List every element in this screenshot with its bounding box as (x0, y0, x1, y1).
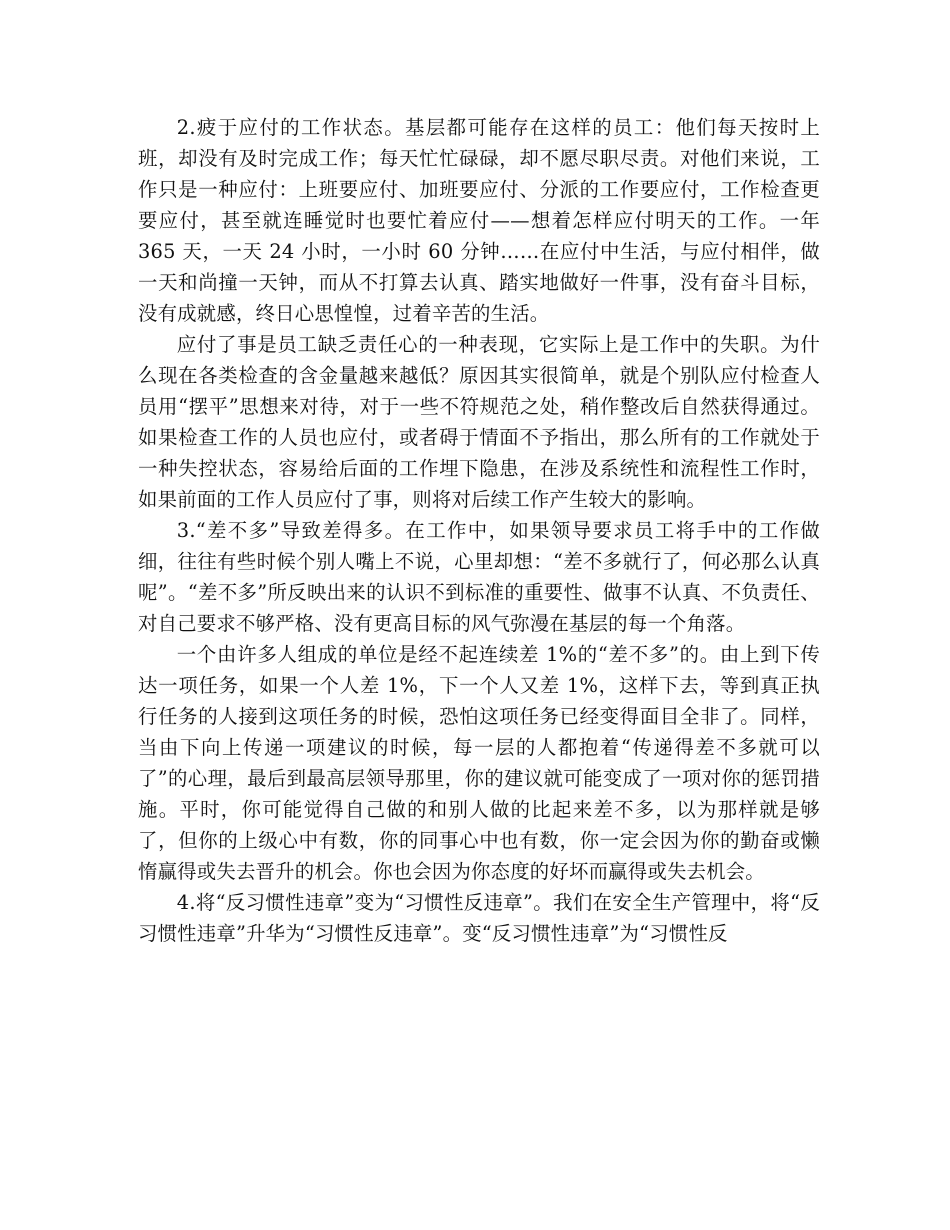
paragraph-1: 2.疲于应付的工作状态。基层都可能存在这样的员工：他们每天按时上班，却没有及时完成工作；每天忙忙碌碌，却不愿尽职尽责。对他们来说，工作只是一种应付：上班要应付、加班要应付、分派的工作要应付，工作检查更要应付，甚至就连睡觉时也要忙着应付——想着怎样应付明天的工作。一年 365 天，一天 24 小时，一小时 60 分钟……在应付中生活，与应付相伴，做一天和尚撞一天钟，而从不打算去认真、踏实地做好一件事，没有奋斗目标，没有成就感，终日心思惶惶，过着辛苦的生活。 (138, 116, 820, 325)
paragraph-2: 应付了事是员工缺乏责任心的一种表现，它实际上是工作中的失职。为什么现在各类检查的含金量越来越低？原因其实很简单，就是个别队应付检查人员用“摆平”思想来对待，对于一些不符规范之处，稍作整改后自然获得通过。如果检查工作的人员也应付，或者碍于情面不予指出，那么所有的工作就处于一种失控状态，容易给后面的工作埋下隐患，在涉及系统性和流程性工作时，如果前面的工作人员应付了事，则将对后续工作产生较大的影响。 (138, 333, 820, 511)
paragraph-4: 一个由许多人组成的单位是经不起连续差 1%的“差不多”的。由上到下传达一项任务，如果一个人差 1%，下一个人又差 1%，这样下去，等到真正执行任务的人接到这项任务的时候，恐怕这项任务已经变得面目全非了。同样，当由下向上传递一项建议的时候，每一层的人都抱着“传递得差不多就可以了”的心理，最后到最高层领导那里，你的建议就可能变成了一项对你的惩罚措施。平时，你可能觉得自己做的和别人做的比起来差不多，以为那样就是够了，但你的上级心中有数，你的同事心中也有数，你一定会因为你的勤奋或懒惰赢得或失去晋升的机会。你也会因为你态度的好坏而赢得或失去机会。 (138, 643, 820, 883)
paragraph-3: 3.“差不多”导致差得多。在工作中，如果领导要求员工将手中的工作做细，往往有些时候个别人嘴上不说，心里却想：“差不多就行了，何必那么认真呢”。“差不多”所反映出来的认识不到标准的重要性、做事不认真、不负责任、对自己要求不够严格、没有更高目标的风气弥漫在基层的每一个角落。 (138, 519, 820, 635)
document-page (138, 112, 820, 949)
paragraph-5: 4.将“反习惯性违章”变为“习惯性反违章”。我们在安全生产管理中，将“反习惯性违章”升华为“习惯性反违章”。变“反习惯性违章”为“习惯性反 (138, 891, 820, 945)
